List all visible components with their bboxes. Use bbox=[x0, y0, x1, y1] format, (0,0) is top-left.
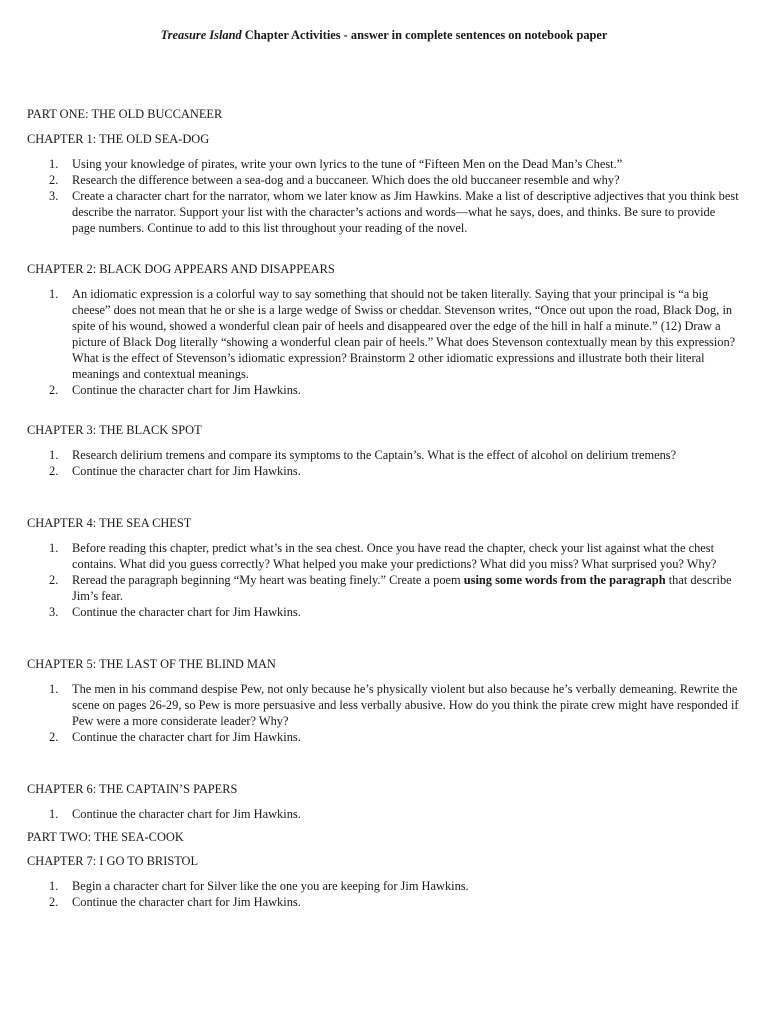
item-number: 1. bbox=[49, 287, 59, 301]
item-text: Continue the character chart for Jim Hawkins. bbox=[72, 464, 301, 478]
item-number: 3. bbox=[49, 189, 59, 203]
item-text: Research the difference between a sea-dog and a buccaneer. Which does the old buccaneer resemble and why? bbox=[72, 173, 620, 187]
part-heading: PART TWO: THE SEA-COOK bbox=[27, 830, 184, 844]
activity-list bbox=[27, 681, 739, 745]
title-rest: Chapter Activities - answer in complete sentences on notebook paper bbox=[241, 28, 608, 42]
item-number: 1. bbox=[49, 157, 59, 171]
item-text: Research delirium tremens and compare its symptoms to the Captain’s. What is the effect of alcohol on delirium tremens? bbox=[72, 448, 677, 462]
item-number: 2. bbox=[49, 895, 59, 909]
activity-list bbox=[27, 540, 739, 620]
item-number: 1. bbox=[49, 807, 59, 821]
item-text: An idiomatic expression is a colorful way to say something that should not be taken literally. Saying that your principal is “a big cheese” does not mean that he or she is a large wedge of Swiss or cheddar. Stevenson writes, “Once out upon the road, Black Dog, in spite of his wound, showed a wonderful clean pair of heels and disappeared over the edge of the hill in half a minute.” (12) Draw a picture of Black Dog literally “showing a wonderful clean pair of heels.” What does Stevenson contextually mean by this expression? What is the effect of Stevenson’s idiomatic expression? Brainstorm 2 other idiomatic expressions and illustrate both their literal meanings and contextual meanings. bbox=[72, 287, 736, 381]
chapter-heading: CHAPTER 2: BLACK DOG APPEARS AND DISAPPEARS bbox=[27, 262, 335, 276]
activity-item bbox=[27, 540, 739, 572]
item-text: Reread the paragraph beginning “My heart was beating finely.” Create a poem bbox=[72, 573, 464, 587]
item-text: Begin a character chart for Silver like the one you are keeping for Jim Hawkins. bbox=[72, 879, 469, 893]
activity-item bbox=[27, 681, 739, 729]
item-text: Using your knowledge of pirates, write your own lyrics to the tune of “Fifteen Men on the Dead Man’s Chest.” bbox=[72, 157, 623, 171]
item-number: 3. bbox=[49, 605, 59, 619]
item-text: Continue the character chart for Jim Hawkins. bbox=[72, 730, 301, 744]
item-number: 2. bbox=[49, 383, 59, 397]
part-heading: PART ONE: THE OLD BUCCANEER bbox=[27, 107, 223, 121]
activity-item bbox=[27, 188, 739, 236]
activity-item bbox=[27, 172, 739, 188]
activity-list bbox=[27, 878, 739, 910]
book-title: Treasure Island bbox=[160, 28, 242, 42]
item-text: Create a character chart for the narrator, whom we later know as Jim Hawkins. Make a list of descriptive adjectives that you think best describe the narrator. Support your list with the character’s actions and words—what he says, does, and thinks. Be sure to provide page numbers. Continue to add to this list throughout your reading of the novel. bbox=[72, 189, 739, 235]
item-text: that describe Jim’s fear. bbox=[72, 573, 732, 603]
item-text: Continue the character chart for Jim Hawkins. bbox=[72, 605, 301, 619]
item-number: 2. bbox=[49, 464, 59, 478]
item-text: Continue the character chart for Jim Hawkins. bbox=[72, 383, 301, 397]
activity-item bbox=[27, 878, 739, 894]
activity-item bbox=[27, 156, 739, 172]
chapter-heading: CHAPTER 3: THE BLACK SPOT bbox=[27, 423, 202, 437]
bold-text: using some words from the paragraph bbox=[463, 573, 666, 587]
item-text: Before reading this chapter, predict what’s in the sea chest. Once you have read the chapter, check your list against what the chest contains. What did you guess correctly? What helped you make your predictions? What did you miss? What surprised you? Why? bbox=[72, 541, 717, 571]
activity-list bbox=[27, 156, 739, 236]
activity-item bbox=[27, 604, 739, 620]
document-title bbox=[0, 27, 768, 43]
item-number: 1. bbox=[49, 541, 59, 555]
item-number: 1. bbox=[49, 448, 59, 462]
activity-item bbox=[27, 463, 739, 479]
activity-item bbox=[27, 729, 739, 745]
chapter-heading: CHAPTER 1: THE OLD SEA-DOG bbox=[27, 132, 210, 146]
activity-item bbox=[27, 382, 739, 398]
chapter-heading: CHAPTER 7: I GO TO BRISTOL bbox=[27, 854, 199, 868]
activity-list bbox=[27, 447, 739, 479]
activity-item bbox=[27, 806, 739, 822]
document-body bbox=[27, 106, 739, 910]
activity-item bbox=[27, 447, 739, 463]
activity-list bbox=[27, 286, 739, 398]
item-number: 1. bbox=[49, 879, 59, 893]
activity-item bbox=[27, 286, 739, 382]
item-text: The men in his command despise Pew, not only because he’s physically violent but also because he’s verbally demeaning. Rewrite the scene on pages 26-29, so Pew is more persuasive and less verbally abusive. How do you think the pirate crew might have responded if Pew were a more considerate leader? Why? bbox=[72, 682, 739, 728]
chapter-heading: CHAPTER 6: THE CAPTAIN’S PAPERS bbox=[27, 782, 238, 796]
chapter-heading: CHAPTER 5: THE LAST OF THE BLIND MAN bbox=[27, 657, 276, 671]
item-number: 1. bbox=[49, 682, 59, 696]
item-text: Continue the character chart for Jim Hawkins. bbox=[72, 895, 301, 909]
item-number: 2. bbox=[49, 730, 59, 744]
item-number: 2. bbox=[49, 173, 59, 187]
activity-item bbox=[27, 572, 739, 604]
activity-item bbox=[27, 894, 739, 910]
activity-list bbox=[27, 806, 739, 822]
item-text: Continue the character chart for Jim Hawkins. bbox=[72, 807, 301, 821]
item-number: 2. bbox=[49, 573, 59, 587]
chapter-heading: CHAPTER 4: THE SEA CHEST bbox=[27, 516, 192, 530]
